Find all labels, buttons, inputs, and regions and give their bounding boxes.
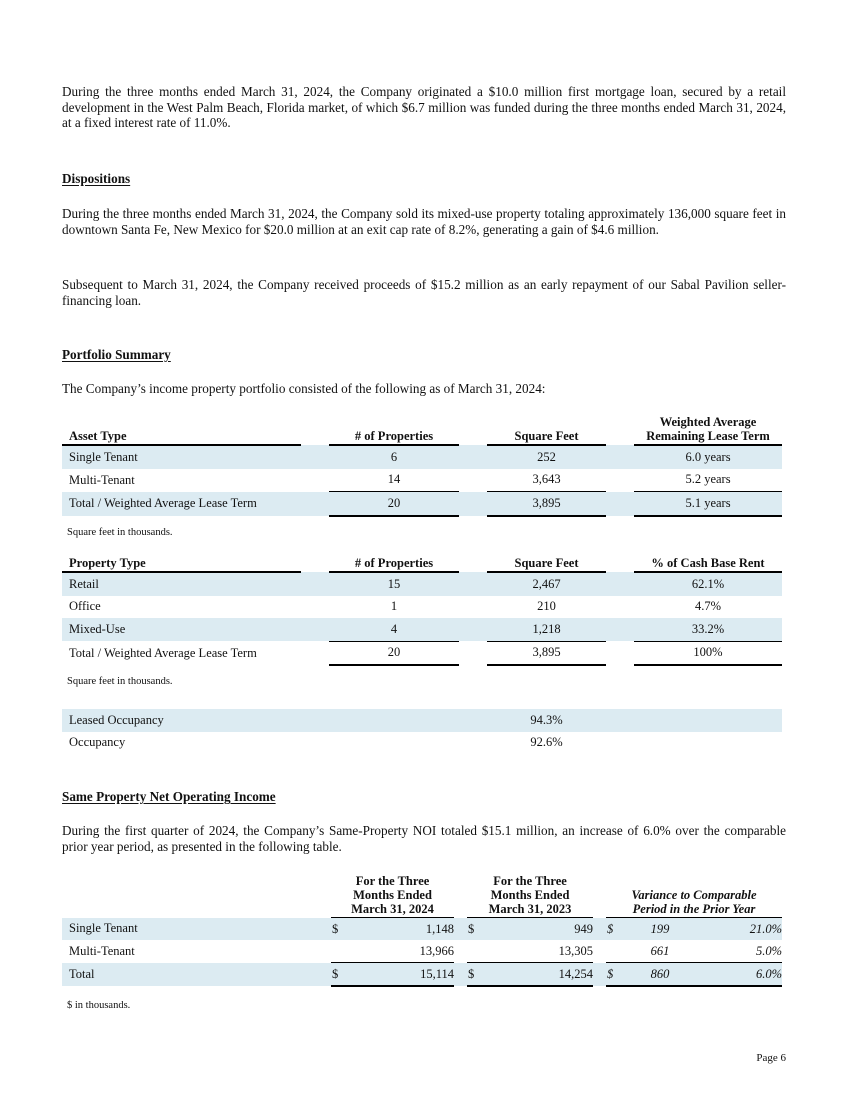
cell-properties: 6 <box>329 445 459 469</box>
col-header-2023: For the Three Months Ended March 31, 2023 <box>467 874 593 918</box>
cell-variance-pct: 5.0% <box>700 940 782 963</box>
table-header-row <box>62 874 782 918</box>
table-row <box>62 469 782 492</box>
cell-occupancy: 94.3% <box>487 709 606 732</box>
cell-square-feet: 1,218 <box>487 618 606 641</box>
cell-properties: 14 <box>329 469 459 492</box>
noi-paragraph: During the first quarter of 2024, the Company’s Same-Property NOI totaled $15.1 million, an increase of 6.0% over the comparable prior year period, as presented in the following table. <box>62 823 786 854</box>
currency-symbol: $ <box>331 963 345 987</box>
cell-2023: 949 <box>481 918 593 941</box>
dispositions-paragraph-1: During the three months ended March 31, 2024, the Company sold its mixed-use property totaling approximately 136,000 square feet in downtown Santa Fe, New Mexico for $20.0 million at an exit cap rate of 8.2%, generating a gain of $4.6 million. <box>62 206 786 237</box>
portfolio-intro: The Company’s income property portfolio consisted of the following as of March 31, 2024: <box>62 381 546 396</box>
noi-table-note: $ in thousands. <box>67 1000 131 1011</box>
cell-properties: 15 <box>329 572 459 596</box>
cell-variance-amount: 199 <box>620 918 700 941</box>
asset-type-table <box>62 415 782 517</box>
table-header-row <box>62 556 782 572</box>
table-row <box>62 918 782 941</box>
row-label: Multi-Tenant <box>69 943 135 958</box>
currency-symbol: $ <box>467 918 481 941</box>
row-label: Office <box>69 599 101 614</box>
cell-variance-pct: 21.0% <box>700 918 782 941</box>
cell-cash-base-rent: 100% <box>634 641 782 665</box>
cell-lease-term: 5.1 years <box>634 492 782 516</box>
cell-cash-base-rent: 4.7% <box>694 599 722 614</box>
table-row <box>62 641 782 665</box>
col-header-property-type: Property Type <box>62 556 301 572</box>
table-row <box>62 618 782 641</box>
table-header-row <box>62 415 782 445</box>
currency-symbol <box>331 940 345 963</box>
cell-variance-amount: 661 <box>620 940 700 963</box>
currency-symbol: $ <box>606 918 620 941</box>
cell-lease-term: 6.0 years <box>634 445 782 469</box>
currency-symbol <box>606 940 620 963</box>
col-header-square-feet: Square Feet <box>487 556 606 572</box>
property-type-table <box>62 556 782 666</box>
col-header-properties: # of Properties <box>329 556 459 572</box>
cell-square-feet: 3,643 <box>487 469 606 492</box>
occupancy-table <box>62 709 782 754</box>
cell-square-feet: 252 <box>487 445 606 469</box>
col-header-asset-type: Asset Type <box>62 415 301 445</box>
dispositions-paragraph-2: Subsequent to March 31, 2024, the Company received proceeds of $15.2 million as an early repayment of our Sabal Pavilion seller-financing loan. <box>62 277 786 308</box>
currency-symbol: $ <box>331 918 345 941</box>
cell-cash-base-rent: 33.2% <box>634 618 782 641</box>
row-label: Occupancy <box>69 735 126 750</box>
table-row <box>62 492 782 516</box>
col-header-properties: # of Properties <box>329 415 459 445</box>
row-label: Multi-Tenant <box>69 472 135 487</box>
col-header-lease-term: Weighted Average Remaining Lease Term <box>634 415 782 445</box>
cell-square-feet: 3,895 <box>487 492 606 516</box>
same-property-noi-heading: Same Property Net Operating Income <box>62 789 276 804</box>
cell-2024: 1,148 <box>345 918 454 941</box>
cell-square-feet: 3,895 <box>487 641 606 665</box>
currency-symbol: $ <box>467 963 481 987</box>
cell-occupancy: 92.6% <box>530 735 563 750</box>
row-label: Total <box>62 963 331 987</box>
cell-variance-pct: 6.0% <box>700 963 782 987</box>
col-header-square-feet: Square Feet <box>487 415 606 445</box>
cell-2023: 14,254 <box>481 963 593 987</box>
cell-lease-term: 5.2 years <box>634 469 782 492</box>
cell-square-feet: 2,467 <box>487 572 606 596</box>
noi-table <box>62 874 782 987</box>
cell-properties: 20 <box>329 641 459 665</box>
col-header-variance: Variance to Comparable Period in the Prior Year <box>606 874 782 918</box>
row-label: Total / Weighted Average Lease Term <box>62 492 301 516</box>
dispositions-heading: Dispositions <box>62 171 131 186</box>
mortgage-loan-paragraph: During the three months ended March 31, 2024, the Company originated a $10.0 million first mortgage loan, secured by a retail development in the West Palm Beach, Florida market, of which $6.7 million was funded during the three months ended March 31, 2024, at a fixed interest rate of 11.0%. <box>62 84 786 130</box>
cell-variance-amount: 860 <box>620 963 700 987</box>
cell-square-feet: 210 <box>537 599 556 614</box>
table-row <box>62 732 782 755</box>
cell-2023: 13,305 <box>481 940 593 963</box>
cell-cash-base-rent: 62.1% <box>634 572 782 596</box>
row-label: Total / Weighted Average Lease Term <box>69 645 257 660</box>
table-row <box>62 940 782 963</box>
col-header-2024: For the Three Months Ended March 31, 2024 <box>331 874 454 918</box>
table-row <box>62 596 782 619</box>
currency-symbol <box>467 940 481 963</box>
table-row <box>62 709 782 732</box>
row-label: Single Tenant <box>62 918 331 941</box>
table-row <box>62 445 782 469</box>
row-label: Mixed-Use <box>62 618 301 641</box>
row-label: Single Tenant <box>62 445 301 469</box>
col-header-cash-base-rent: % of Cash Base Rent <box>634 556 782 572</box>
currency-symbol: $ <box>606 963 620 987</box>
table-row <box>62 572 782 596</box>
cell-properties: 1 <box>390 599 398 614</box>
page-number: Page 6 <box>756 1052 786 1064</box>
row-label: Leased Occupancy <box>62 709 301 732</box>
table-row <box>62 963 782 987</box>
asset-table-note: Square feet in thousands. <box>67 527 173 538</box>
cell-properties: 4 <box>329 618 459 641</box>
cell-properties: 20 <box>329 492 459 516</box>
portfolio-summary-heading: Portfolio Summary <box>62 347 171 362</box>
row-label: Retail <box>62 572 301 596</box>
cell-2024: 13,966 <box>345 940 454 963</box>
property-table-note: Square feet in thousands. <box>67 676 173 687</box>
cell-2024: 15,114 <box>345 963 454 987</box>
